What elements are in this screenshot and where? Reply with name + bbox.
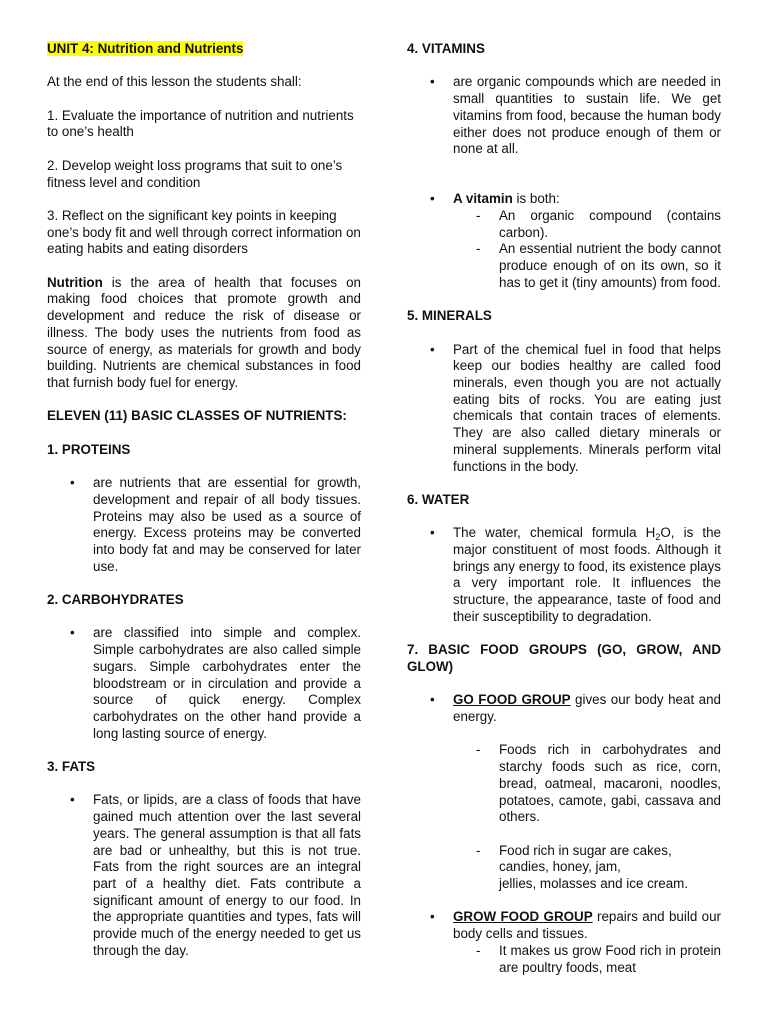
vitamin-is-both: is both: <box>512 191 560 207</box>
go-food-bullet: • GO FOOD GROUP gives our body heat and energy. <box>430 692 721 724</box>
go-food-points <box>476 742 721 826</box>
vitamins-text: are organic compounds which are needed in small quantities to sustain life. We get vitamins from food, because the human body either does not produce enough of them or none at all. <box>453 74 721 157</box>
vitamin-both-bullet <box>407 191 721 208</box>
nutrition-paragraph <box>47 275 361 392</box>
dash-icon: - <box>476 241 481 257</box>
go-sugar-point: - Food rich in sugar are cakes, candies, honey, jam, jellies, molasses and ice cream. <box>476 842 689 891</box>
nutrition-term: Nutrition <box>47 274 103 290</box>
fats-text: Fats, or lipids, are a class of foods that have gained much attention over the last several years. The general assumption is that all fats are bad or unhealthy, but this is not true. Fats from the right sources are an integral part of a healthy diet. Fats contribute a significant amount of energy to our food. In the appropriate quantities and types, fats will provide much of the energy needed to get us through the day. <box>93 792 361 958</box>
water-bullet: • The water, chemical formula $H_2O$, is the major constituent of most foods. Although it brings any energy to food, its existence plays a very important role. It influences the structure, the appearance, taste of food and their susceptibility to degradation. <box>430 525 721 624</box>
nutrition-text: is the area of health that focuses on making food choices that promote growth and development and reduce the risk of disease or illness. The body uses the nutrients from food as source of energy, as materials for growth and body building. Nutrients are chemical substances in food that furnish body fuel for energy. <box>47 274 361 390</box>
bullet-icon: • <box>70 625 75 641</box>
bullet-icon: • <box>70 475 75 491</box>
carbohydrates-heading: 2. CARBOHYDRATES <box>47 592 184 608</box>
bullet-icon: • <box>430 74 435 90</box>
vitamins-heading: 4. VITAMINS <box>407 41 485 56</box>
go-food-term: GO FOOD GROUP <box>453 692 571 708</box>
grow-food-points <box>476 943 721 976</box>
vitamins-bullet <box>407 74 721 158</box>
proteins-text: are nutrients that are essential for growth, development and repair of all body tissues. Proteins may also be used as a source of energy. Excess proteins may be converted into body fat and may be conserved for later use. <box>93 475 361 574</box>
dash-icon: - <box>476 742 481 758</box>
water-heading: 6. WATER <box>407 491 470 507</box>
bullet-icon: • <box>430 525 435 541</box>
objective-3: 3. Reflect on the significant key points in keeping one’s body fit and well through correct information on eating habits and eating disorders <box>47 207 361 257</box>
fats-heading: 3. FATS <box>47 759 96 775</box>
dash-icon: - <box>476 842 481 858</box>
vitamin-point: - An organic compound (contains carbon). <box>476 208 721 240</box>
carbohydrates-bullet <box>47 625 361 742</box>
water-subscript: 2 <box>655 532 661 543</box>
proteins-bullet <box>47 475 361 575</box>
objective-2: 2. Develop weight loss programs that suit to one’s fitness level and condition <box>47 157 343 190</box>
dash-icon: - <box>476 942 481 958</box>
minerals-heading: 5. MINERALS <box>407 308 492 324</box>
food-groups-heading: 7. BASIC FOOD GROUPS (GO, GROW, AND GLOW) <box>407 642 721 674</box>
fats-bullet <box>47 792 361 959</box>
right-column <box>407 41 721 976</box>
vitamin-term: A vitamin <box>453 191 513 207</box>
intro-text: At the end of this lesson the students shall: <box>47 74 302 90</box>
go-sugar-points <box>476 843 721 893</box>
grow-food-point: - It makes us grow Food rich in protein are poultry foods, meat <box>476 942 721 975</box>
proteins-heading: 1. PROTEINS <box>47 441 131 457</box>
vitamin-points <box>476 208 721 292</box>
bullet-icon: • <box>430 341 435 357</box>
grow-food-term: GROW FOOD GROUP <box>453 909 593 925</box>
carbohydrates-text: are classified into simple and complex. Simple carbohydrates are also called simple sugars. Simple carbohydrates enter the bloodstream or in circulation and provide a source of quick energy. Complex carbohydrates on the other hand provide a long lasting source of energy. <box>93 625 361 741</box>
bullet-icon: • <box>70 792 75 808</box>
grow-food-bullet: • GROW FOOD GROUP repairs and build our body cells and tissues. <box>430 909 721 942</box>
bullet-icon: • <box>430 909 435 925</box>
vitamin-point: - An essential nutrient the body cannot produce enough of on its own, so it has to get it (tiny amounts) from food. <box>476 241 721 290</box>
left-column <box>47 41 361 959</box>
minerals-text: Part of the chemical fuel in food that helps keep our bodies healthy are called food minerals, even though you are not actually eating bits of rocks. You are eating just chemicals that contain traces of elements. They are also called dietary minerals or mineral supplements. Minerals perform vital functions in the body. <box>453 341 721 474</box>
classes-heading: ELEVEN (11) BASIC CLASSES OF NUTRIENTS: <box>47 408 347 424</box>
minerals-bullet <box>407 342 721 476</box>
objective-1: 1. Evaluate the importance of nutrition and nutrients to one’s health <box>47 107 354 140</box>
unit-title: UNIT 4: Nutrition and Nutrients <box>47 41 244 56</box>
bullet-icon: • <box>430 191 435 207</box>
dash-icon: - <box>476 208 481 223</box>
bullet-icon: • <box>430 692 435 708</box>
go-food-point: - Foods rich in carbohydrates and starchy foods such as rice, corn, bread, oatmeal, macaroni, noodles, potatoes, camote, gabi, cassava and others. <box>476 742 721 825</box>
